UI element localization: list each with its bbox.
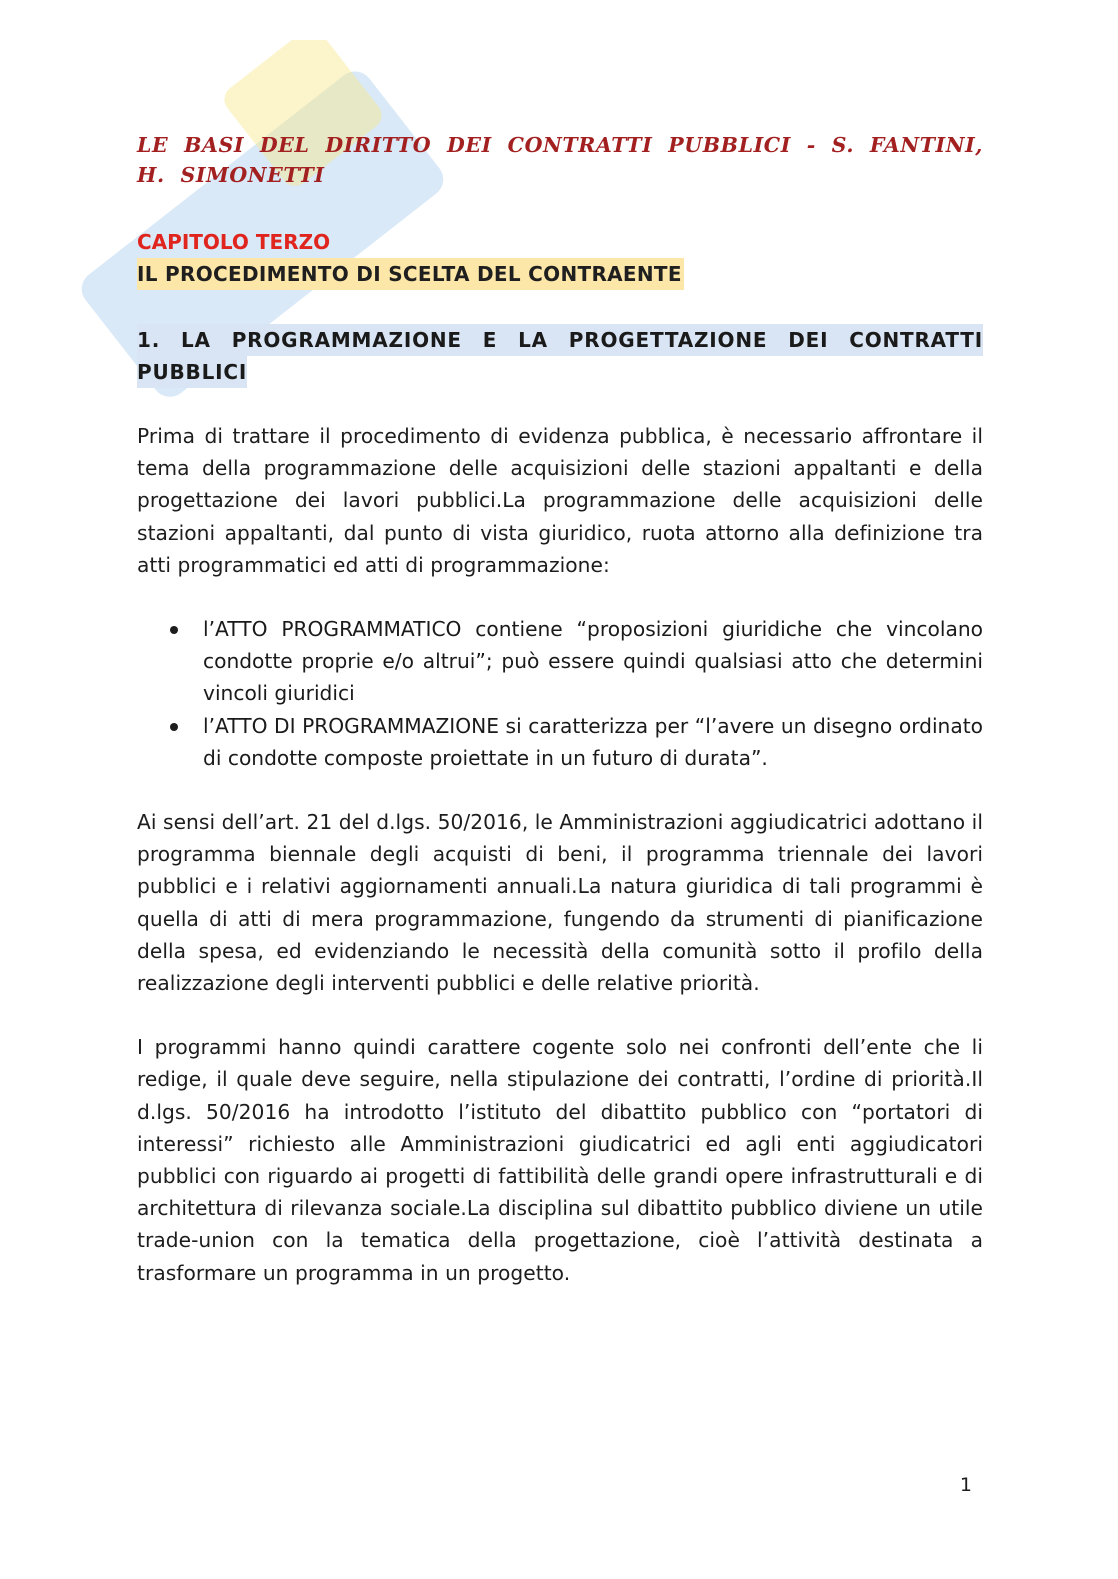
- document-title: LE BASI DEL DIRITTO DEI CONTRATTI PUBBLICI - S. FANTINI, H. SIMONETTI: [137, 133, 983, 187]
- chapter-number: CAPITOLO TERZO: [137, 230, 331, 254]
- bullet-list: [137, 613, 983, 774]
- bullet-icon: [170, 723, 178, 731]
- section-heading: [137, 324, 983, 388]
- list-item: [137, 710, 983, 774]
- list-item-text: l’ATTO DI PROGRAMMAZIONE si caratterizza per “l’avere un disegno ordinato di condotte composte proiettate in un futuro di durata”.: [203, 713, 983, 770]
- page-number: 1: [959, 1474, 972, 1496]
- chapter-title: IL PROCEDIMENTO DI SCELTA DEL CONTRAENTE: [137, 258, 684, 290]
- chapter-heading: [137, 226, 983, 290]
- list-item: [137, 613, 983, 710]
- section-title-line2: PUBBLICI: [137, 356, 247, 388]
- list-item-text: l’ATTO PROGRAMMATICO contiene “proposizioni giuridiche che vincolano condotte proprie e/o altrui”; può essere quindi qualsiasi atto che determini vincoli giuridici: [203, 617, 983, 706]
- bullet-icon: [170, 626, 178, 634]
- paragraph-art21: Ai sensi dell’art. 21 del d.lgs. 50/2016, le Amministrazioni aggiudicatrici adottano il programma biennale degli acquisti di beni, il programma triennale dei lavori pubblici e i relativi aggiornamenti annuali.La natura giuridica di tali programmi è quella di atti di mera programmazione, fungendo da strumenti di pianificazione della spesa, ed evidenziando le necessità della comunità sotto il profilo della realizzazione degli interventi pubblici e delle relative priorità.: [137, 810, 983, 996]
- section-title-line1: 1. LA PROGRAMMAZIONE E LA PROGETTAZIONE DEI CONTRATTI: [137, 324, 983, 356]
- paragraph-dibattito: I programmi hanno quindi carattere cogente solo nei confronti dell’ente che li redige, il quale deve seguire, nella stipulazione dei contratti, l’ordine di priorità.Il d.lgs. 50/2016 ha introdotto l’istituto del dibattito pubblico con “portatori di interessi” richiesto alle Amministrazioni giudicatrici ed agli enti aggiudicatori pubblici con riguardo ai progetti di fattibilità delle grandi opere infrastrutturali e di architettura di rilevanza sociale.La disciplina sul dibattito pubblico diviene un utile trade-union con la tematica della progettazione, cioè l’attività destinata a trasformare un programma in un progetto.: [137, 1035, 983, 1285]
- document-page: [137, 130, 983, 1289]
- paragraph-intro: Prima di trattare il procedimento di evidenza pubblica, è necessario affrontare il tema della programmazione delle acquisizioni delle stazioni appaltanti e della progettazione dei lavori pubblici.La programmazione delle acquisizioni delle stazioni appaltanti, dal punto di vista giuridico, ruota attorno alla definizione tra atti programmatici ed atti di programmazione:: [137, 424, 983, 577]
